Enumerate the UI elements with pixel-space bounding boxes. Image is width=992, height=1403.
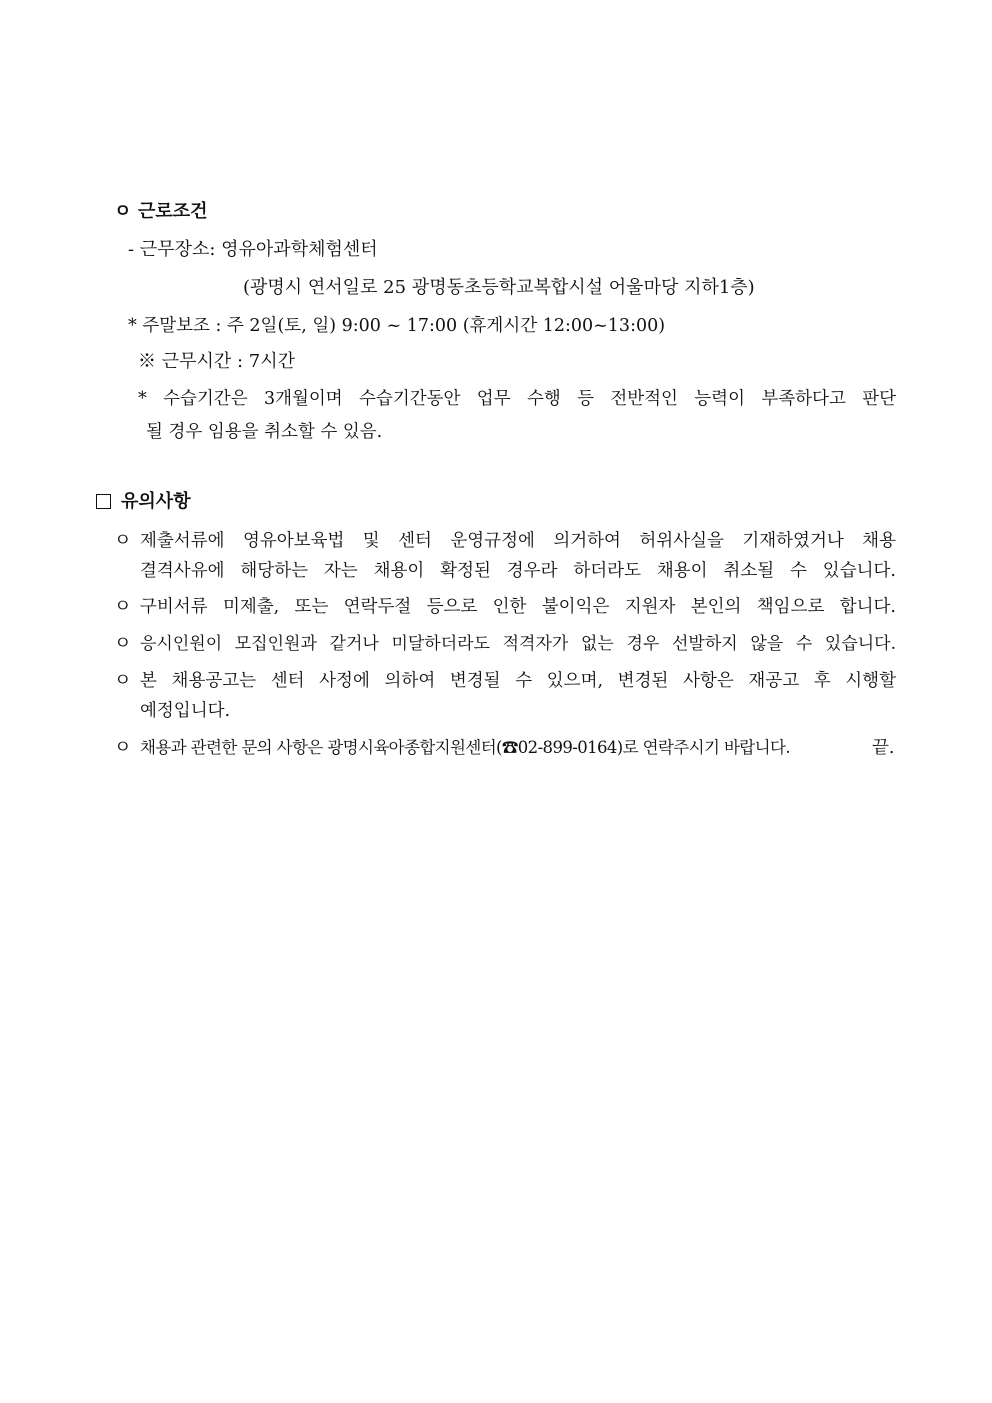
notes-item-1 bbox=[114, 530, 138, 552]
notes-item-4-line-1: 본 채용공고는 센터 사정에 의하여 변경될 수 있으며, 변경된 사항은 재공고 후 시행할 bbox=[140, 671, 896, 691]
circle-bullet-icon: ㅇ bbox=[114, 596, 132, 617]
work-hours-line: ※ 근무시간 : 7시간 bbox=[138, 351, 296, 372]
circle-bullet-icon: ㅇ bbox=[114, 670, 132, 691]
work-place-line: - 근무장소: 영유아과학체험센터 bbox=[128, 239, 378, 260]
notes-item-1-line-1: 제출서류에 영유아보육법 및 센터 운영규정에 의거하여 허위사실을 기재하였거나 채용 bbox=[140, 531, 896, 551]
notes-heading: 유의사항 bbox=[96, 491, 191, 513]
circle-bullet-icon: ㅇ bbox=[114, 633, 132, 654]
circle-bullet-icon: ㅇ bbox=[114, 737, 132, 758]
notes-item-3 bbox=[114, 633, 138, 655]
work-conditions-heading: ㅇ 근로조건 bbox=[114, 201, 208, 222]
weekend-schedule-line: * 주말보조 : 주 2일(토, 일) 9:00 ~ 17:00 (휴게시간 12:00~13:00) bbox=[128, 316, 666, 336]
notes-item-4-line-2: 예정입니다. bbox=[140, 701, 231, 721]
notes-item-5-line-1: 채용과 관련한 문의 사항은 광명시육아종합지원센터(☎02-899-0164)로 연락주시기 바랍니다. bbox=[140, 738, 790, 757]
notes-item-1-line-2: 결격사유에 해당하는 자는 채용이 확정된 경우라 하더라도 채용이 취소될 수 있습니다. bbox=[140, 561, 896, 581]
circle-bullet-icon: ㅇ bbox=[114, 530, 132, 551]
work-address-line: (광명시 연서일로 25 광명동초등학교복합시설 어울마당 지하1층) bbox=[243, 277, 755, 298]
checkbox-square-icon bbox=[96, 494, 111, 509]
probation-note-line-1: * 수습기간은 3개월이며 수습기간동안 업무 수행 등 전반적인 능력이 부족하다고 판단 bbox=[138, 389, 896, 409]
circle-bullet-icon: ㅇ bbox=[114, 201, 132, 222]
notes-item-2 bbox=[114, 596, 138, 618]
notes-item-2-line-1: 구비서류 미제출, 또는 연락두절 등으로 인한 불이익은 지원자 본인의 책임으로 합니다. bbox=[140, 597, 896, 617]
notes-item-4 bbox=[114, 670, 138, 692]
probation-note-line-2: 될 경우 임용을 취소할 수 있음. bbox=[146, 422, 383, 442]
notes-item-5 bbox=[114, 737, 138, 759]
notes-item-3-line-1: 응시인원이 모집인원과 같거나 미달하더라도 적격자가 없는 경우 선발하지 않을 수 있습니다. bbox=[140, 634, 896, 654]
end-mark: 끝. bbox=[872, 738, 895, 758]
